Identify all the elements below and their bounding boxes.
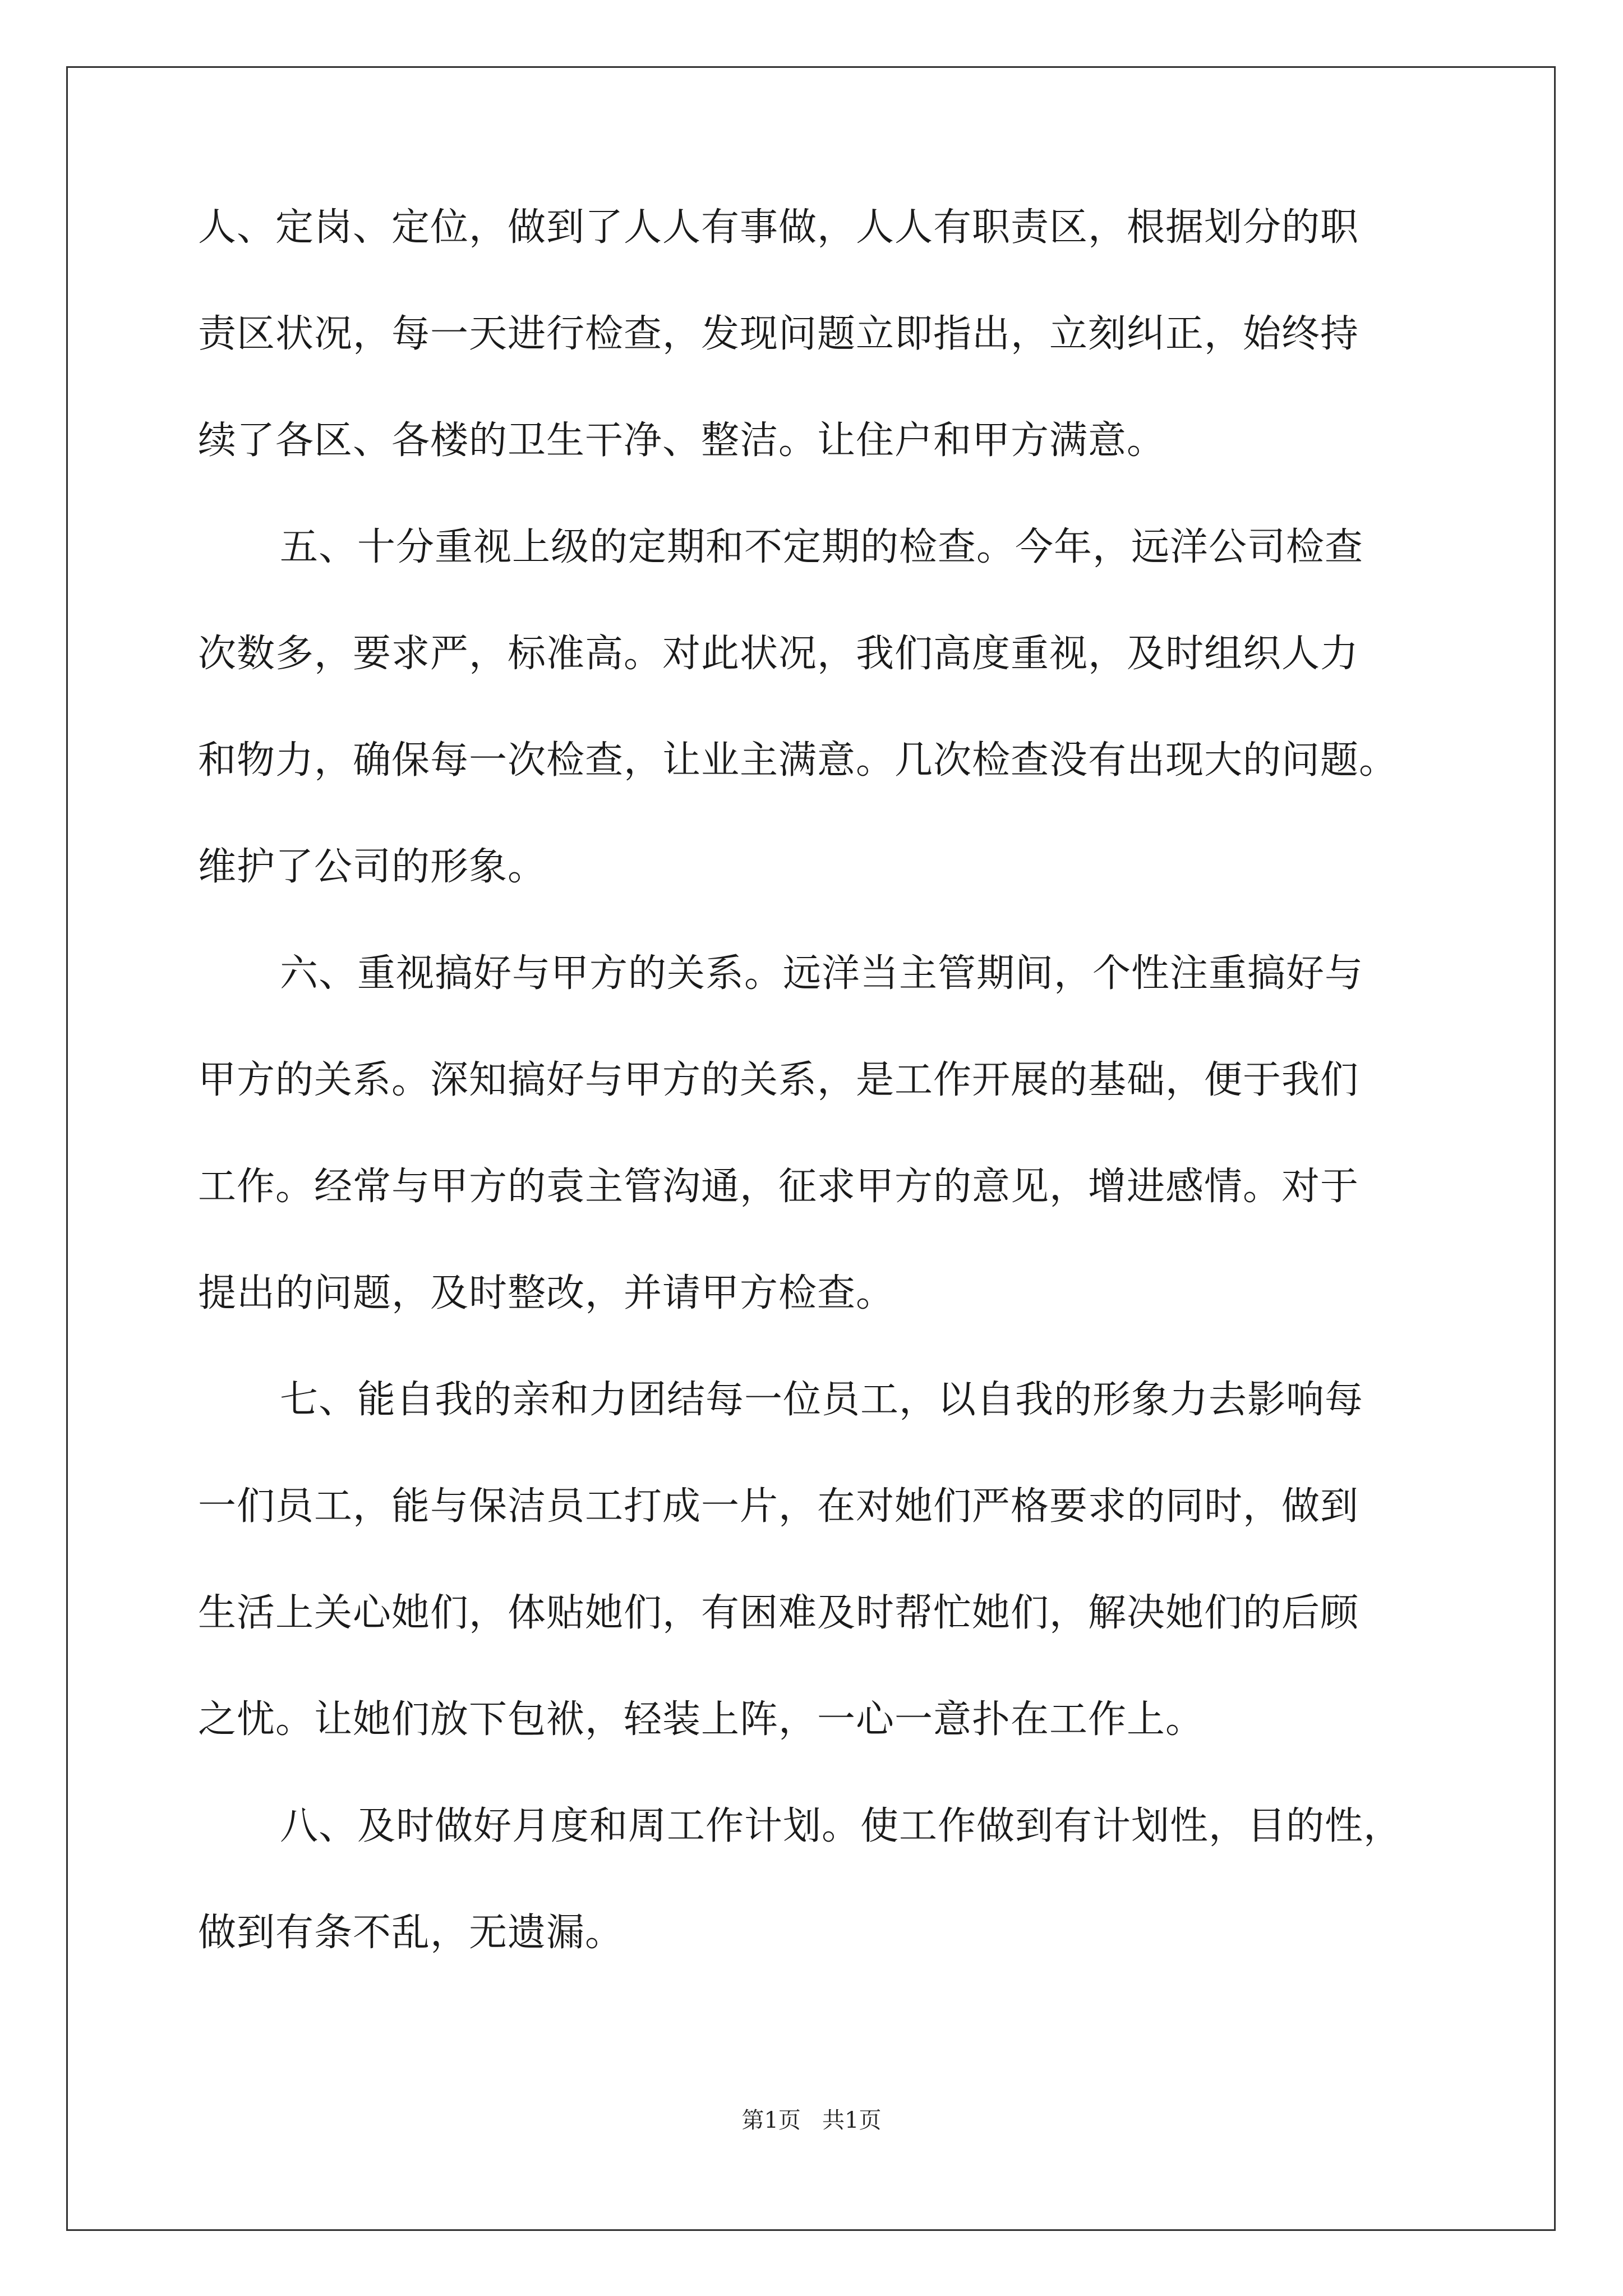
- text-line: 做到有条不乱，无遗漏。: [198, 1911, 624, 1955]
- text-line: 次数多，要求严，标准高。对此状况，我们高度重视，及时组织人力: [198, 632, 1359, 676]
- text-line: 续了各区、各楼的卫生干净、整洁。让住户和甲方满意。: [198, 418, 1166, 463]
- paragraph-six-start: 六、重视搞好与甲方的关系。远洋当主管期间，个性注重搞好与: [280, 951, 1364, 996]
- text-line: 维护了公司的形象。: [198, 845, 547, 889]
- text-line: 提出的问题，及时整改，并请甲方检查。: [198, 1271, 895, 1315]
- text-line: 工作。经常与甲方的袁主管沟通，征求甲方的意见，增进感情。对于: [198, 1165, 1359, 1209]
- paragraph-seven-start: 七、能自我的亲和力团结每一位员工，以自我的形象力去影响每: [280, 1378, 1364, 1422]
- text-line: 之忧。让她们放下包袱，轻装上阵，一心一意扑在工作上。: [198, 1697, 1205, 1742]
- document-body: [198, 205, 1427, 2019]
- text-line: 责区状况，每一天进行检查，发现问题立即指出，立刻纠正，始终持: [198, 312, 1359, 356]
- page-number-footer: 第1页 共1页: [741, 2108, 882, 2133]
- text-line: 甲方的关系。深知搞好与甲方的关系，是工作开展的基础，便于我们: [198, 1058, 1359, 1102]
- paragraph-five-start: 五、十分重视上级的定期和不定期的检查。今年，远洋公司检查: [280, 525, 1364, 569]
- text-line: 人、定岗、定位，做到了人人有事做，人人有职责区，根据划分的职: [198, 205, 1359, 250]
- text-line: 和物力，确保每一次检查，让业主满意。几次检查没有出现大的问题。: [198, 738, 1398, 783]
- paragraph-eight-start: 八、及时做好月度和周工作计划。使工作做到有计划性，目的性，: [280, 1804, 1403, 1848]
- text-line: 生活上关心她们，体贴她们，有困难及时帮忙她们，解决她们的后顾: [198, 1591, 1359, 1635]
- text-line: 一们员工，能与保洁员工打成一片，在对她们严格要求的同时，做到: [198, 1484, 1359, 1529]
